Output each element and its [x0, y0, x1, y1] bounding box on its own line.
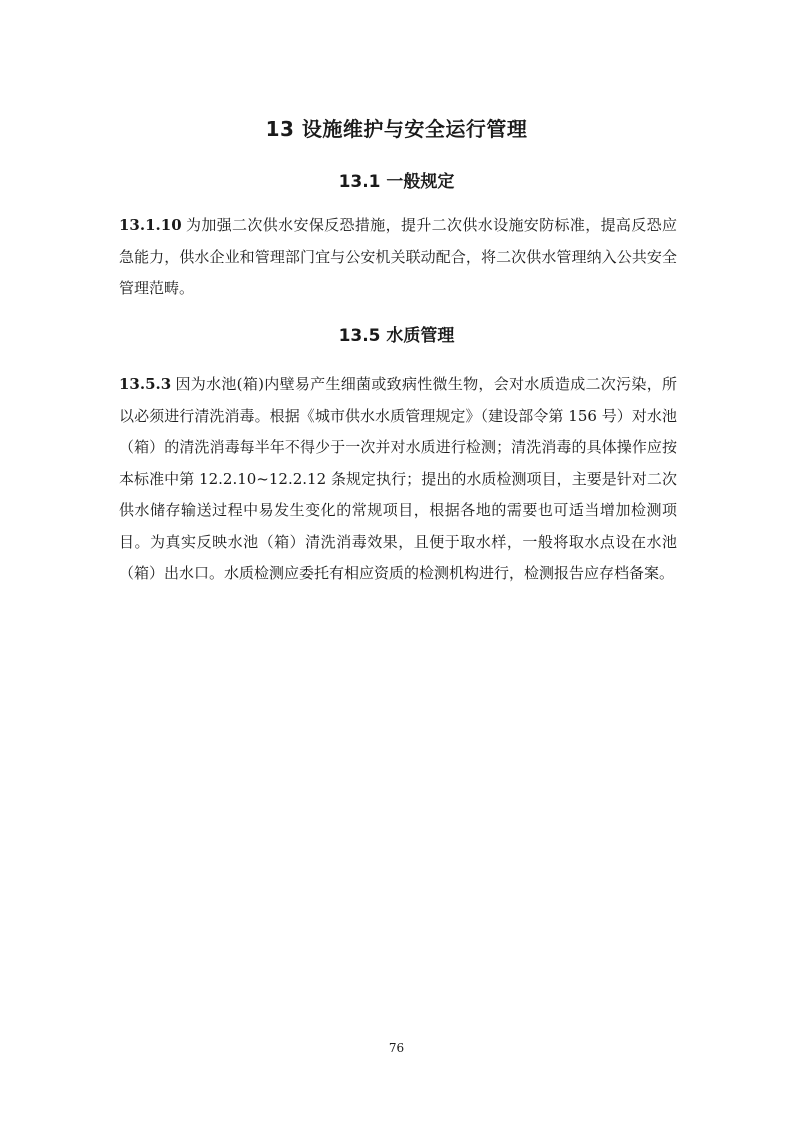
clause-text: 因为水池(箱)内壁易产生细菌或致病性微生物，会对水质造成二次污染，所以必须进行清洗消毒。根据《城市供水水质管理规定》（建设部令第 156 号）对水池（箱）的清洗消毒每半年不得少于一次并对水质进行检测；清洗消毒的具体操作应按本标准中第 12.2.10~12.2.12 条规定执行；提出的水质检测项目，主要是针对二次供水储存输送过程中易发生变化的常规项目，根据各地的需要也可适当增加检测项目。为真实反映水池（箱）清洗消毒效果，且便于取水样，一般将取水点设在水池（箱）出水口。水质检测应委托有相应资质的检测机构进行，检测报告应存档备案。 [119, 375, 677, 582]
clause-13-1-10 [119, 210, 677, 305]
chapter-title: 13 设施维护与安全运行管理 [265, 117, 528, 141]
clause-number: 13.5.3 [119, 375, 172, 393]
page-number: 76 [388, 1041, 405, 1055]
section-title-water-quality: 13.5 水质管理 [338, 326, 455, 346]
section-title-general-provisions: 13.1 一般规定 [338, 172, 455, 192]
clause-text: 为加强二次供水安保反恐措施，提升二次供水设施安防标准，提高反恐应急能力，供水企业和管理部门宜与公安机关联动配合，将二次供水管理纳入公共安全管理范畴。 [119, 216, 677, 297]
clause-13-5-3 [119, 369, 677, 590]
clause-number: 13.1.10 [119, 216, 182, 234]
